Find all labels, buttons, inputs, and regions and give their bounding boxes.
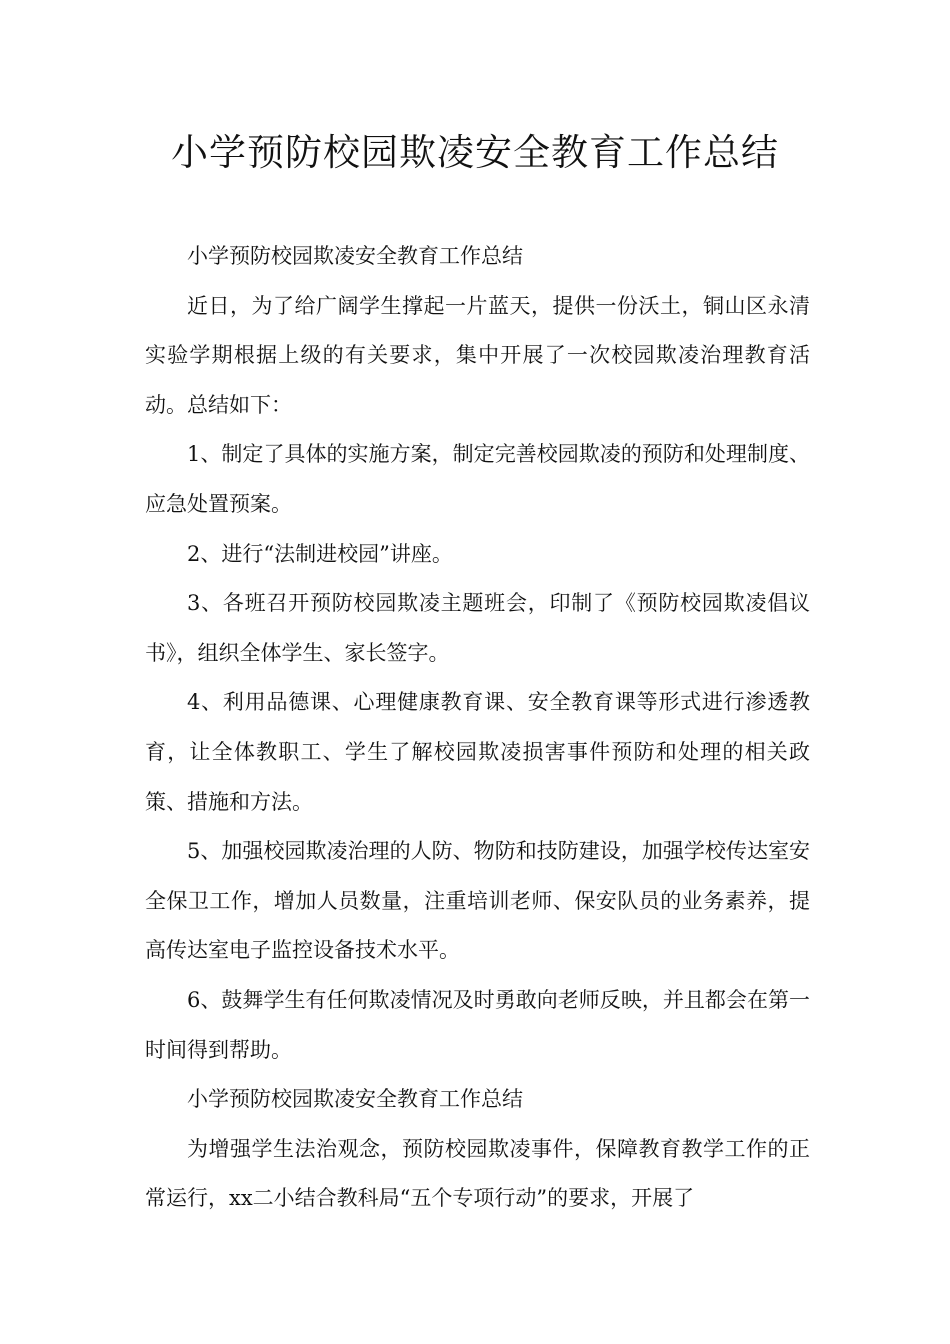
paragraph-item-2: 2、进行“法制进校园”讲座。 bbox=[187, 541, 453, 566]
paragraph-item-5: 5、加强校园欺凌治理的人防、物防和技防建设，加强学校传达室安全保卫工作，增加人员数量，注重培训老师、保安队员的业务素养，提高传达室电子监控设备技术水平。 bbox=[145, 839, 810, 963]
paragraph-subtitle-2: 小学预防校园欺凌安全教育工作总结 bbox=[187, 1087, 523, 1112]
paragraph-intro: 近日，为了给广阔学生撑起一片蓝天，提供一份沃土，铜山区永清实验学期根据上级的有关要求，集中开展了一次校园欺凌治理教育活动。总结如下： bbox=[145, 293, 810, 417]
document-body bbox=[145, 232, 810, 1224]
paragraph-item-1: 1、制定了具体的实施方案，制定完善校园欺凌的预防和处理制度、应急处置预案。 bbox=[145, 442, 810, 516]
paragraph-intro-2: 为增强学生法治观念，预防校园欺凌事件，保障教育教学工作的正常运行，xx二小结合教科局“五个专项行动”的要求，开展了 bbox=[145, 1136, 810, 1211]
document-title: 小学预防校园欺凌安全教育工作总结 bbox=[171, 131, 779, 174]
paragraph-item-4: 4、利用品德课、心理健康教育课、安全教育课等形式进行渗透教育，让全体教职工、学生了解校园欺凌损害事件预防和处理的相关政策、措施和方法。 bbox=[145, 690, 810, 814]
paragraph-subtitle: 小学预防校园欺凌安全教育工作总结 bbox=[187, 244, 523, 268]
paragraph-item-3: 3、各班召开预防校园欺凌主题班会，印制了《预防校园欺凌倡议书》，组织全体学生、家长签字。 bbox=[145, 591, 810, 665]
paragraph-item-6: 6、鼓舞学生有任何欺凌情况及时勇敢向老师反映，并且都会在第一时间得到帮助。 bbox=[145, 987, 810, 1062]
